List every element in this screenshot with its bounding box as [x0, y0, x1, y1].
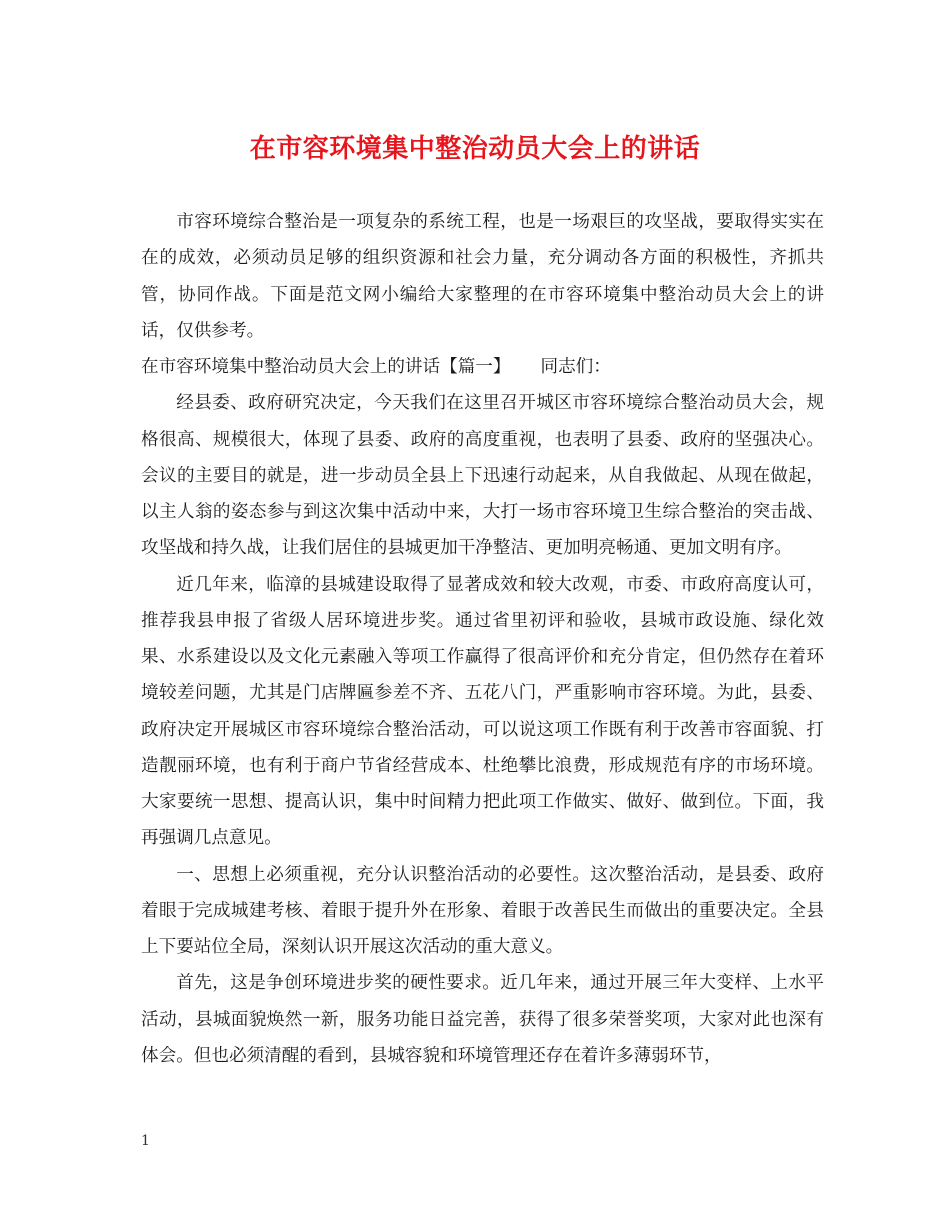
- body-paragraph: 一、思想上必须重视，充分认识整治活动的必要性。这次整治活动，是县委、政府着眼于完成城建考核、着眼于提升外在形象、着眼于改善民生而做出的重要决定。全县上下要站位全局，深刻认识开展这次活动的重大意义。: [141, 864, 824, 957]
- section-heading-line: [141, 349, 824, 385]
- page-number: 1: [141, 1133, 150, 1149]
- section-heading: 在市容环境集中整治动员大会上的讲话【篇一】: [141, 357, 511, 377]
- intro-paragraph: 市容环境综合整治是一项复杂的系统工程，也是一场艰巨的攻坚战，要取得实实在在的成效，必须动员足够的组织资源和社会力量，充分调动各方面的积极性，齐抓共管，协同作战。下面是范文网小编给大家整理的在市容环境集中整治动员大会上的讲话，仅供参考。: [141, 212, 824, 341]
- document-body: [141, 204, 824, 1074]
- body-paragraph: 近几年来，临漳的县城建设取得了显著成效和较大改观，市委、市政府高度认可，推荐我县申报了省级人居环境进步奖。通过省里初评和验收，县城市政设施、绿化效果、水系建设以及文化元素融入等项工作赢得了很高评价和充分肯定，但仍然存在着环境较差问题，尤其是门店牌匾参差不齐、五花八门，严重影响市容环境。为此，县委、政府决定开展城区市容环境综合整治活动，可以说这项工作既有利于改善市容面貌、打造靓丽环境，也有利于商户节省经营成本、杜绝攀比浪费，形成规范有序的市场环境。大家要统一思想、提高认识，集中时间精力把此项工作做实、做好、做到位。下面，我再强调几点意见。: [141, 574, 824, 849]
- salutation: 同志们：: [540, 357, 611, 377]
- document-title: 在市容环境集中整治动员大会上的讲话: [249, 134, 701, 164]
- body-paragraph: 首先，这是争创环境进步奖的硬性要求。近几年来，通过开展三年大变样、上水平活动，县城面貌焕然一新，服务功能日益完善，获得了很多荣誉奖项，大家对此也深有体会。但也必须清醒的看到，县城容貌和环境管理还存在着许多薄弱环节，: [141, 973, 824, 1066]
- body-paragraph: 经县委、政府研究决定，今天我们在这里召开城区市容环境综合整治动员大会，规格很高、规模很大，体现了县委、政府的高度重视，也表明了县委、政府的坚强决心。会议的主要目的就是，进一步动员全县上下迅速行动起来，从自我做起、从现在做起，以主人翁的姿态参与到这次集中活动中来，大打一场市容环境卫生综合整治的突击战、攻坚战和持久战，让我们居住的县城更加干净整洁、更加明亮畅通、更加文明有序。: [141, 393, 824, 559]
